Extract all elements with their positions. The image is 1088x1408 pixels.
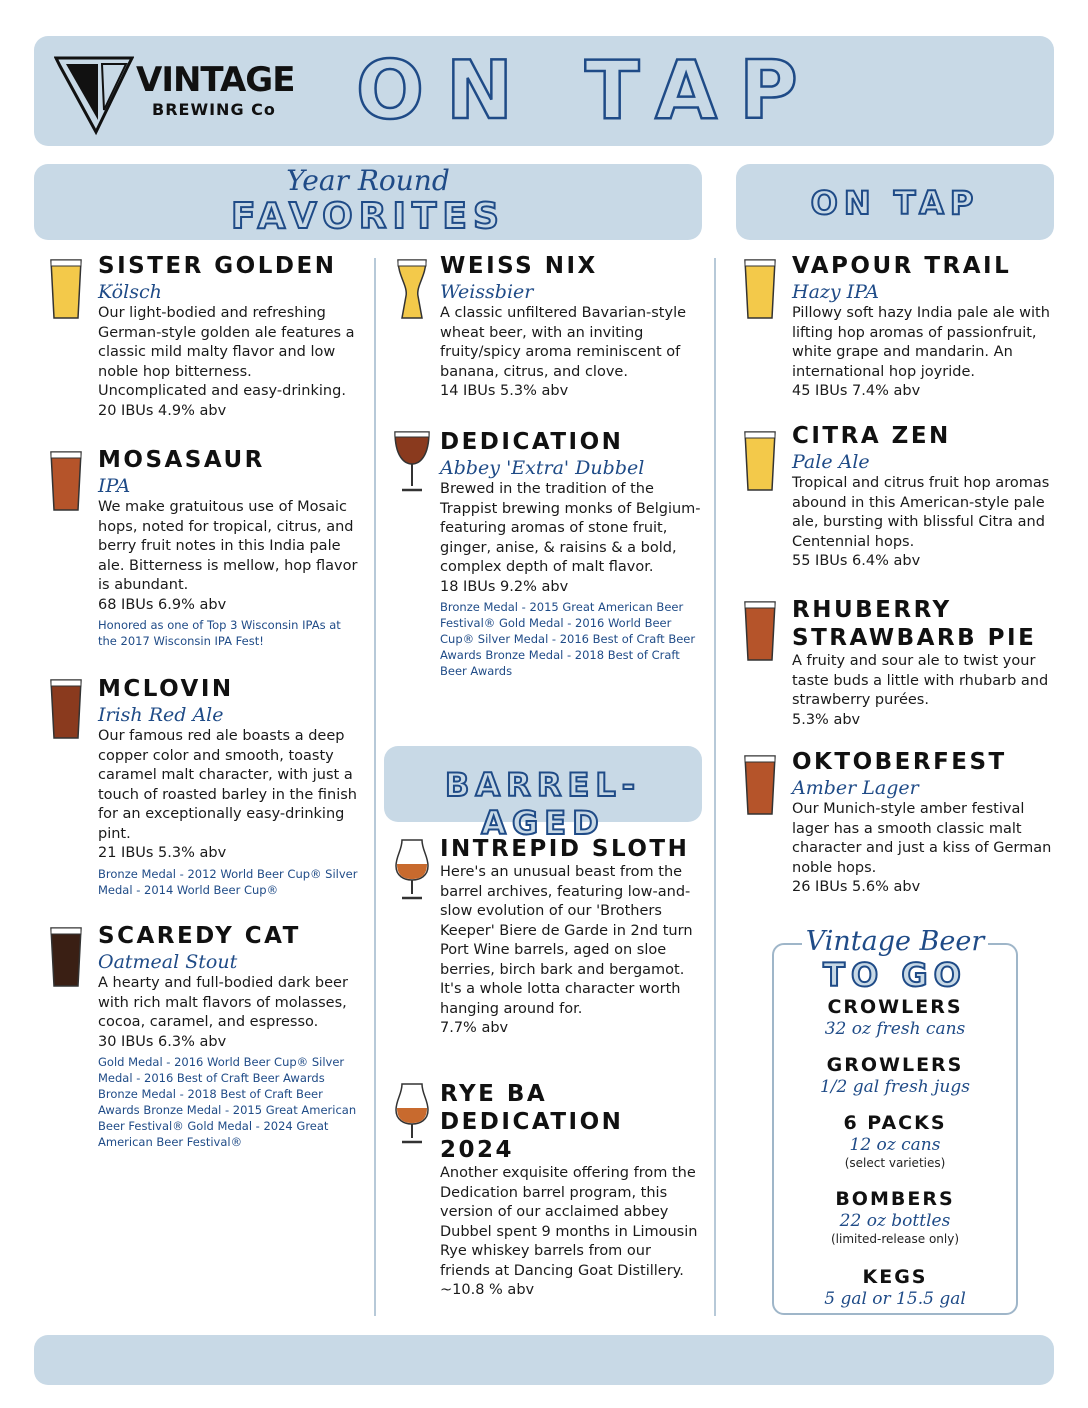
beer-mclovin [98,675,360,898]
to-go-item [772,996,1018,1040]
beer-stats: 14 IBUs 5.3% abv [440,383,569,399]
to-go-item-sub: 22 oz bottles [839,1211,951,1231]
beer-style: IPA [98,475,131,497]
beer-description: Brewed in the tradition of the Trappist brewing monks of Belgium- featuring aromas of stone fruit, ginger, anise, & raisins & a bold, complex depth of malt flavor. [440,481,701,575]
beer-description: Another exquisite offering from the Dedication barrel program, this version of our acclaimed abbey Dubbel spent 9 months in Limousin Rye whiskey barrels from our friends at Dancing Goat Distillery. [440,1165,698,1279]
year-round-script: Year Round [286,164,450,197]
pint-glass-icon [48,924,84,990]
beer-style: Abbey 'Extra' Dubbel [440,457,645,479]
beer-style: Hazy IPA [792,281,879,303]
brewery-logo [54,54,294,136]
on-tap-title: ON TAP [810,184,980,222]
beer-name: MOSASAUR [98,447,265,473]
to-go-item-sub: 32 oz fresh cans [824,1019,966,1039]
goblet-glass-icon [392,428,432,494]
beer-rye-ba-dedication [440,1080,702,1301]
beer-description: A classic unfiltered Bavarian-style wheat beer, with an inviting fruity/spicy aroma reminiscent of banana, citrus, and clove. [440,305,687,380]
beer-description: Tropical and citrus fruit hop aromas abound in this American-style pale ale, bursting with blissful Citra and Centennial hops. [792,475,1050,550]
beer-rhuberry-strawbarb-pie [792,596,1060,730]
beer-name: VAPOUR TRAIL [792,253,1012,279]
beer-style: Pale Ale [792,451,870,473]
beer-awards: Gold Medal - 2016 World Beer Cup® Silver Medal - 2016 Best of Craft Beer Awards Bronze Medal - 2018 Best of Craft Beer Awards Bronze Medal - 2015 Great American Beer Festival® Gold Medal - 2024 Great American Beer Festival® [98,1055,357,1149]
beer-awards: Bronze Medal - 2015 Great American Beer Festival® Gold Medal - 2016 World Beer Cup® Silver Medal - 2016 Best of Craft Beer Awards Bronze Medal - 2018 Best of Craft Beer Awards [440,600,696,678]
beer-description: Our famous red ale boasts a deep copper color and smooth, toasty caramel malt character, with just a touch of roasted barley in the finish for an exceptionally easy-drinking pint. [98,728,357,842]
pint-glass-icon [742,256,778,322]
logo-name: VINTAGE [136,60,295,100]
beer-stats: 55 IBUs 6.4% abv [792,553,921,569]
beer-name: MCLOVIN [98,676,234,702]
pint-glass-icon [742,752,778,818]
beer-citra-zen [792,422,1054,572]
snifter-glass-icon [394,836,430,902]
to-go-item-sub: 1/2 gal fresh jugs [819,1077,970,1097]
beer-name: RYE BA DEDICATION 2024 [440,1081,624,1163]
to-go-item [772,1266,1018,1310]
to-go-item [772,1188,1018,1246]
beer-style: Kölsch [98,281,162,303]
pint-glass-icon [742,428,778,494]
beer-stats: 21 IBUs 5.3% abv [98,845,227,861]
beer-name: OKTOBERFEST [792,749,1007,775]
to-go-item-title: GROWLERS [826,1054,964,1076]
beer-stats: 5.3% abv [792,711,861,728]
pint-glass-icon [742,598,778,664]
beer-name: DEDICATION [440,429,624,455]
beer-style: Weissbier [440,281,534,303]
beer-description: A fruity and sour ale to twist your taste buds a little with rhubarb and strawberry purées. [792,653,1049,708]
v-logo-icon [54,54,134,136]
beer-style: Amber Lager [792,777,919,799]
beer-name: INTREPID SLOTH [440,836,690,862]
beer-awards: Honored as one of Top 3 Wisconsin IPAs at the 2017 Wisconsin IPA Fest! [98,618,341,648]
beer-stats: 68 IBUs 6.9% abv [98,596,227,613]
beer-stats: ~10.8 % abv [440,1282,535,1298]
footer-band [34,1335,1054,1385]
beer-vapour-trail [792,252,1054,402]
beer-name: CITRA ZEN [792,423,951,449]
beer-name: RHUBERRY STRAWBARB PIE [792,597,1037,651]
logo-subtitle: BREWING Co [152,100,276,119]
beer-oktoberfest [792,748,1054,898]
beer-description: Pillowy soft hazy India pale ale with lifting hop aromas of passionfruit, white grape and mandarin. An international hop joyride. [792,305,1050,380]
favorites-title: FAVORITES [231,196,505,237]
to-go-item-title: KEGS [862,1266,928,1288]
to-go-item-sub: 5 gal or 15.5 gal [824,1289,966,1309]
pint-glass-icon [48,676,84,742]
weizen-glass-icon [394,256,430,322]
to-go-item-title: CROWLERS [827,996,963,1018]
beer-stats: 30 IBUs 6.3% abv [98,1033,227,1050]
beer-awards: Bronze Medal - 2012 World Beer Cup® Silver Medal - 2014 World Beer Cup® [98,866,358,897]
to-go-item [772,1054,1018,1098]
pint-glass-icon [48,448,84,514]
to-go-item-title: 6 PACKS [843,1112,947,1134]
to-go-item-note: (limited-release only) [830,1232,960,1246]
beer-dedication [440,428,702,679]
to-go-script [772,926,1018,957]
to-go-script-text: Vintage Beer [802,926,989,957]
beer-stats: 7.7% abv [440,1020,509,1036]
to-go-item-sub: 12 oz cans [849,1135,941,1155]
column-divider-left [374,258,376,1316]
page-title: ON TAP [356,44,820,137]
column-divider-right [714,258,716,1316]
beer-description: Our light-bodied and refreshing German-style golden ale features a classic mild malty flavor and low noble hop bitterness. Uncomplicated and easy-drinking. [98,305,355,399]
beer-style: Oatmeal Stout [98,951,238,973]
beer-description: A hearty and full-bodied dark beer with rich malt flavors of molasses, cocoa, caramel, and espresso. [98,975,348,1030]
beer-description: We make gratuitous use of Mosaic hops, noted for tropical, citrus, and berry fruit notes in this India pale ale. Bitterness is mellow, hop flavor is abundant. [98,499,358,593]
beer-name: WEISS NIX [440,253,598,279]
beer-style: Irish Red Ale [98,704,224,726]
to-go-item-title: BOMBERS [835,1188,955,1210]
pint-glass-icon [48,256,84,322]
beer-description: Our Munich-style amber festival lager has a smooth classic malt character and just a kiss of German noble hops. [792,801,1052,876]
to-go-item [772,1112,1018,1170]
beer-weiss-nix [440,252,702,402]
beer-scaredy-cat [98,922,360,1150]
beer-name: SISTER GOLDEN [98,253,337,279]
snifter-glass-icon [394,1080,430,1146]
beer-description: Here's an unusual beast from the barrel archives, featuring low-and-slow evolution of our 'Brothers Keeper' Biere de Garde in 2nd turn Port Wine barrels, aged on sloe berries, birch bark and bergamot. It's a whole lotta character worth hanging around for. [440,864,693,1017]
beer-intrepid-sloth [440,835,702,1039]
beer-mosasaur [98,446,360,649]
beer-sister-golden [98,252,360,421]
beer-stats: 18 IBUs 9.2% abv [440,578,569,595]
barrel-aged-title: BARREL-AGED [445,766,641,842]
to-go-title: TO GO [823,956,967,994]
beer-stats: 20 IBUs 4.9% abv [98,402,227,419]
beer-stats: 26 IBUs 5.6% abv [792,879,921,895]
beer-name: SCAREDY CAT [98,923,301,949]
to-go-item-note: (select varieties) [844,1156,946,1170]
beer-stats: 45 IBUs 7.4% abv [792,383,921,399]
